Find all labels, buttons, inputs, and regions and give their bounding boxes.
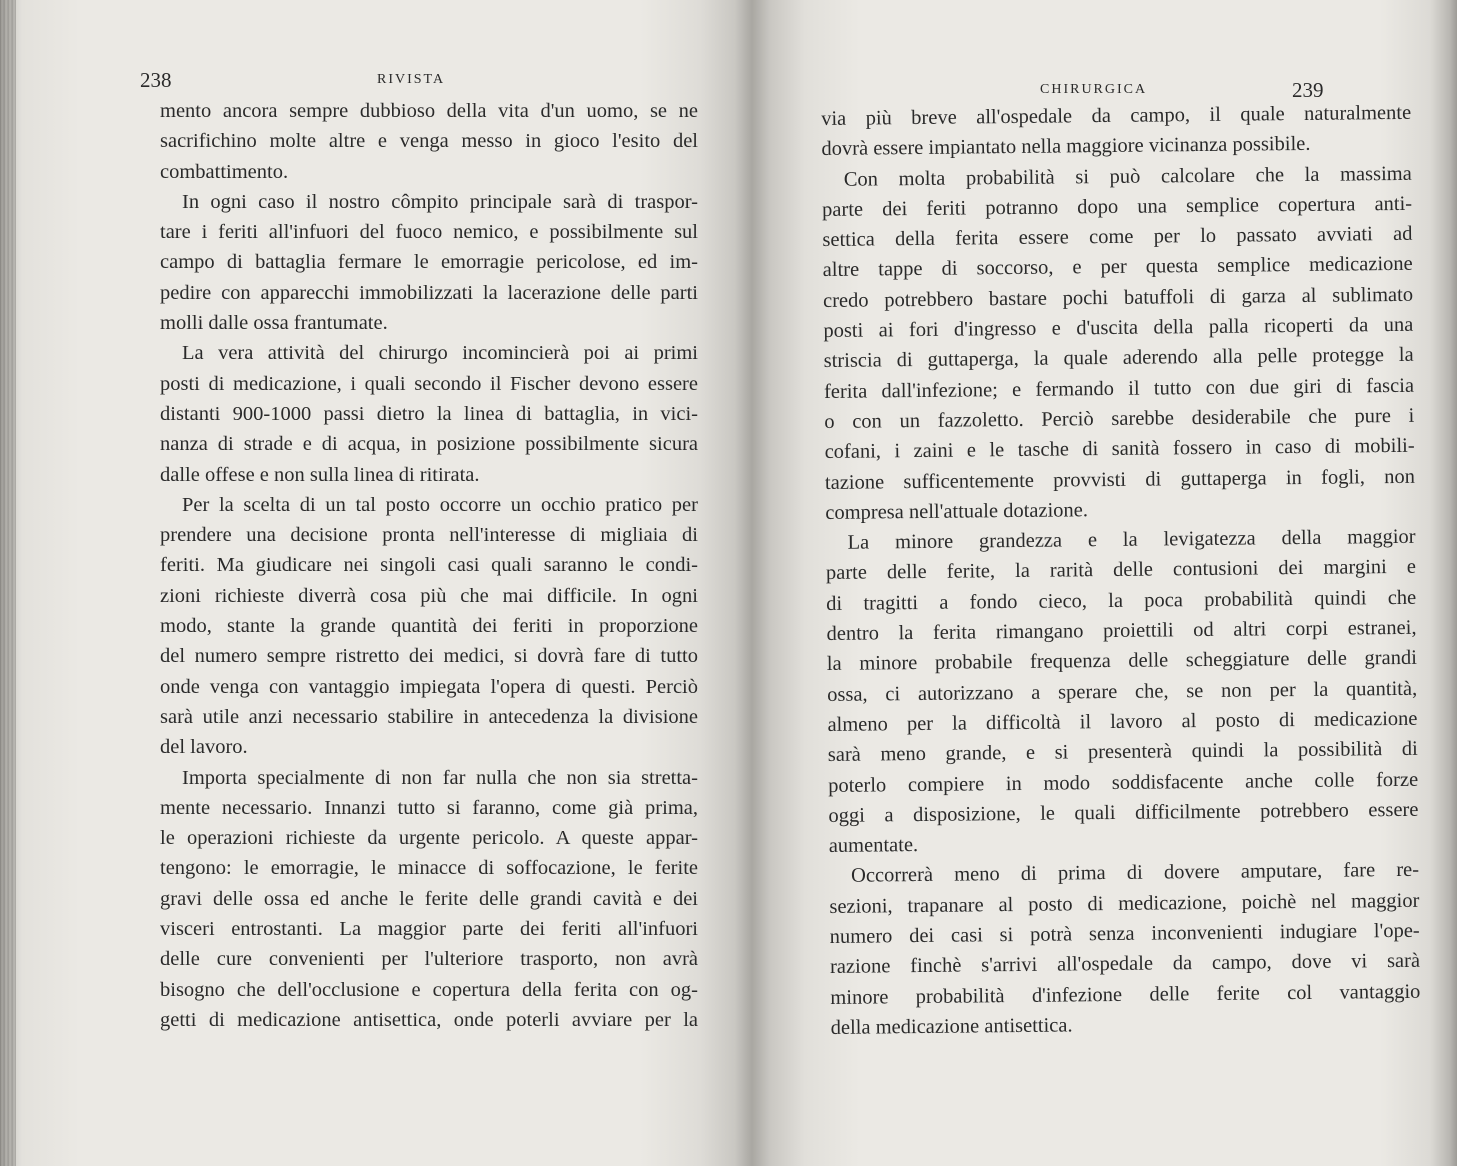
text-line: sarà utile anzi necessario stabilire in antecedenza la divisione xyxy=(160,705,698,728)
text-line: delle cure convenienti per l'ulteriore trasporto, non avrà xyxy=(160,948,698,971)
text-line: tengono: le emorragie, le minacce di soffocazione, le ferite xyxy=(160,857,698,880)
text-line: sarà meno grande, e si presenterà quindi la possibilità di xyxy=(827,738,1418,767)
text-line: mento ancora sempre dubbioso della vita d'un uomo, se ne xyxy=(160,100,698,122)
text-line: numero dei casi si potrà senza inconvenienti indugiare l'ope- xyxy=(829,919,1420,948)
text-line: oggi a disposizione, le quali difficilmente potrebbero essere xyxy=(828,798,1419,827)
text-line: parte dei feriti potranno dopo una semplice copertura anti- xyxy=(821,192,1413,221)
right-page-body xyxy=(821,98,1421,1043)
text-line: striscia di guttaperga, la quale aderendo alla pelle protegge la xyxy=(823,344,1414,373)
text-line: Occorrerà meno di prima di dovere amputare, fare re- xyxy=(850,859,1420,888)
text-line: zioni richieste diverrà cosa più che mai difficile. In ogni xyxy=(160,584,698,607)
text-line: dovrà essere impiantato nella maggiore vicinanza possibile. xyxy=(821,133,1311,161)
text-line: modo, stante la grande quantità dei feriti in proporzione xyxy=(160,615,698,638)
text-line: sezioni, trapanare al posto di medicazione, poichè nel maggior xyxy=(829,889,1420,918)
text-line: prendere una decisione pronta nell'interesse di migliaia di xyxy=(160,524,698,547)
text-line: Importa specialmente di non far nulla che non sia stretta- xyxy=(182,766,698,789)
text-line: minore probabilità d'infezione delle ferite col vantaggio xyxy=(830,980,1421,1009)
text-line: ferita dall'infezione; e fermando il tutto con due giri di fascia xyxy=(823,374,1415,403)
text-line: distanti 900-1000 passi dietro la linea di battaglia, in vici- xyxy=(160,402,698,425)
text-line: almeno per la difficoltà il lavoro al posto di medicazione xyxy=(827,707,1418,736)
text-line: visceri entrostanti. La maggior parte dei feriti all'infuori xyxy=(160,918,698,941)
text-line: pedire con apparecchi immobilizzati la lacerazione delle parti xyxy=(160,281,698,304)
page-number-left: 238 xyxy=(140,68,172,92)
text-line: le operazioni richieste da urgente pericolo. A queste appar- xyxy=(160,827,698,850)
text-line: altre tappe di soccorso, e per questa semplice medicazione xyxy=(822,253,1413,282)
text-line: feriti. Ma giudicare nei singoli casi quali saranno le condi- xyxy=(160,554,698,577)
text-line: compresa nell'attuale dotazione. xyxy=(825,499,1089,524)
text-line: o con un fazzoletto. Perciò sarebbe desiderabile che pure i xyxy=(824,404,1415,433)
right-page xyxy=(760,0,1457,1166)
text-line: dentro la ferita rimangano proiettili od altri corpi estranei, xyxy=(826,616,1417,646)
text-line: del numero sempre ristretto dei medici, si dovrà fare di tutto xyxy=(160,645,698,668)
text-line: tazione sufficentemente provvisti di guttaperga in fogli, non xyxy=(824,465,1416,494)
text-line: mente necessario. Innanzi tutto si faranno, come già prima, xyxy=(160,796,698,819)
text-line: getti di medicazione antisettica, onde poterli avviare per la xyxy=(160,1008,698,1031)
text-line: cofani, i zaini e le tasche di sanità fossero in caso di mobili- xyxy=(824,435,1415,464)
text-line: settica della ferita essere come per lo passato avviati ad xyxy=(822,223,1413,252)
text-line: sacrifichino molte altre e venga messo in gioco l'esito del xyxy=(160,130,698,153)
text-line: poterlo compiere in modo soddisfacente anche colle forze xyxy=(828,768,1419,797)
text-line: della medicazione antisettica. xyxy=(830,1014,1073,1039)
text-line: razione finchè s'arrivi all'ospedale da campo, dove vi sarà xyxy=(829,950,1421,979)
text-line: credo potrebbero bastare pochi batuffoli di garza al sublimato xyxy=(822,283,1414,312)
text-line: parte delle ferite, la rarità delle contusioni dei margini e xyxy=(825,556,1416,585)
text-line: campo di battaglia fermare le emorragie pericolose, ed im- xyxy=(160,251,698,274)
running-head-left: RIVISTA xyxy=(377,72,446,87)
text-line: La vera attività del chirurgo incomincierà poi ai primi xyxy=(182,342,698,365)
text-line: di tragitti a fondo cieco, la poca probabilità quindi che xyxy=(826,586,1417,615)
text-line: In ogni caso il nostro cômpito principale sarà di traspor- xyxy=(182,190,698,213)
text-line: aumentate. xyxy=(828,834,919,858)
text-line: ossa, ci autorizzano a sperare che, se non per la quantità, xyxy=(827,677,1418,706)
text-line: dalle offese e non sulla linea di ritirata. xyxy=(160,463,480,486)
text-line: molli dalle ossa frantumate. xyxy=(160,312,388,335)
text-line: del lavoro. xyxy=(160,736,248,759)
text-line: Con molta probabilità si può calcolare che la massima xyxy=(843,162,1412,191)
page-number-right: 239 xyxy=(1292,78,1324,102)
text-line: gravi delle ossa ed anche le ferite delle grandi cavità e dei xyxy=(160,887,698,910)
text-line: Per la scelta di un tal posto occorre un occhio pratico per xyxy=(182,493,698,516)
text-line: tare i feriti all'infuori del fuoco nemico, e possibilmente sul xyxy=(160,221,698,244)
text-line: La minore grandezza e la levigatezza della maggior xyxy=(847,525,1416,554)
text-line: nanza di strade e di acqua, in posizione possibilmente sicura xyxy=(160,433,698,456)
text-line: onde venga con vantaggio impiegata l'opera di questi. Perciò xyxy=(160,675,698,698)
text-line: posti ai fori d'ingresso e d'uscita della palla ricoperti da una xyxy=(823,313,1414,343)
text-line: posti di medicazione, i quali secondo il Fischer devono essere xyxy=(160,372,698,395)
text-line: combattimento. xyxy=(160,160,289,183)
text-line: bisogno che dell'occlusione e copertura della ferita con og- xyxy=(160,978,698,1001)
text-line: via più breve all'ospedale da campo, il quale naturalmente xyxy=(821,101,1412,130)
left-page-body xyxy=(160,96,698,1035)
running-head-right: CHIRURGICA xyxy=(1040,82,1148,97)
text-line: la minore probabile frequenza delle scheggiature delle grandi xyxy=(826,647,1417,676)
